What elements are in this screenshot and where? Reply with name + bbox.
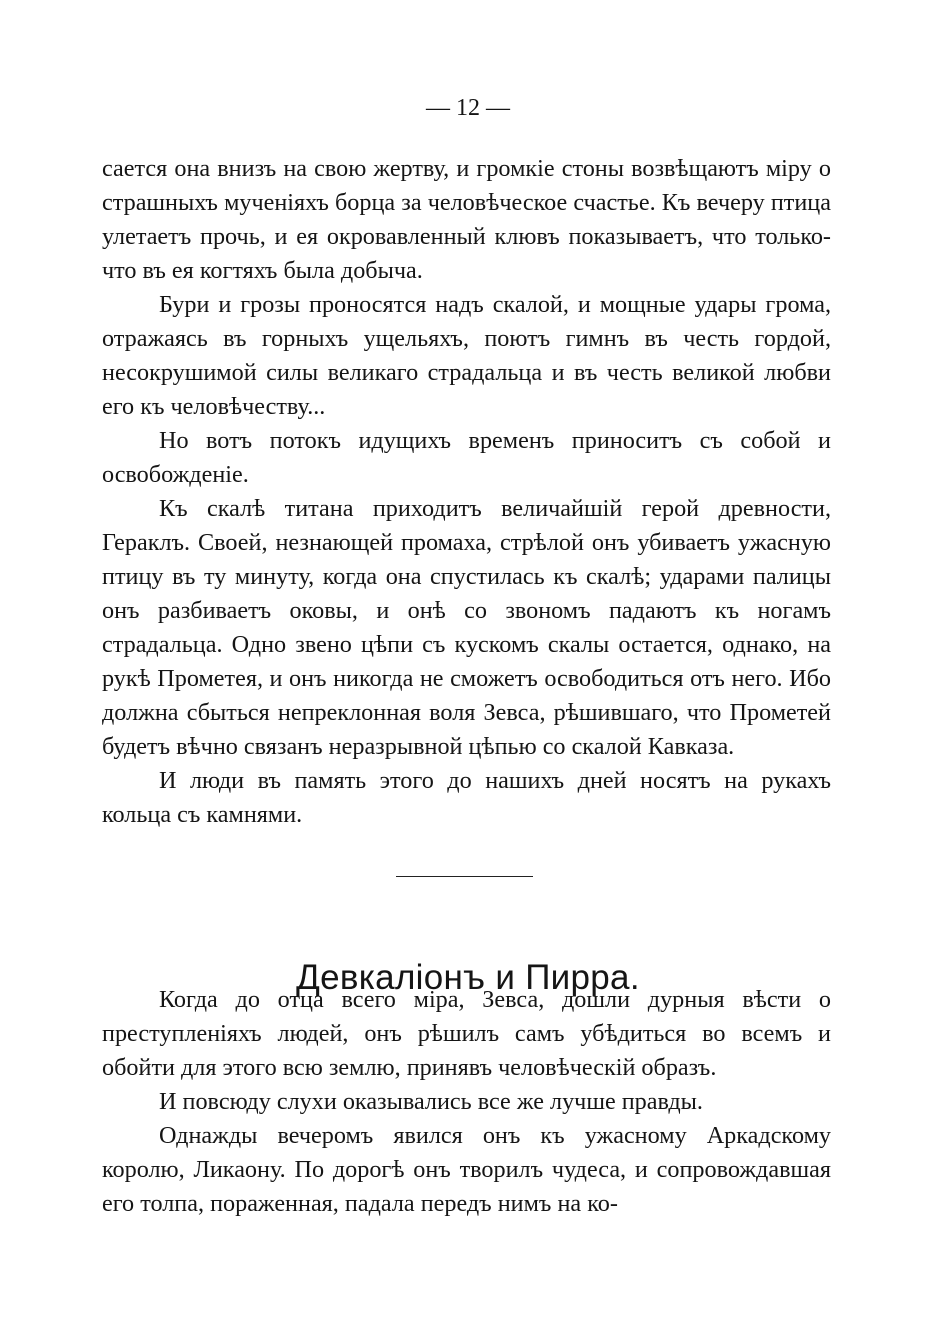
prometheus-story-ending [102,152,831,832]
deucalion-story-beginning [102,983,831,1221]
section-title: Девкаліонъ и Пирра. [296,958,640,998]
paragraph: Но вотъ потокъ идущихъ временъ приноситъ съ собой и освобожденіе. [102,427,831,488]
paragraph: Когда до отца всего міра, Зевса, дошли дурныя вѣсти о преступленіяхъ людей, онъ рѣшилъ самъ убѣдиться во всемъ и обойти для этого всю землю, принявъ человѣческій образъ. [102,986,831,1081]
paragraph: Къ скалѣ титана приходитъ величайшій герой древности, Гераклъ. Своей, незнающей промаха, стрѣлой онъ убиваетъ ужасную птицу въ ту минуту, когда она спустилась къ скалѣ; ударами палицы онъ разбиваетъ оковы, и онѣ со звономъ падаютъ къ ногамъ страдальца. Одно звено цѣпи съ кускомъ скалы остается, однако, на рукѣ Прометея, и онъ никогда не сможетъ освободиться отъ него. Ибо должна сбыться непреклонная воля Зевса, рѣшившаго, что Прометей будетъ вѣчно связанъ неразрывной цѣпью со скалой Кавказа. [102,495,831,760]
paragraph: И люди въ память этого до нашихъ дней носятъ на рукахъ кольца съ камнями. [102,767,831,828]
page-number: — 12 — [426,95,510,121]
paragraph: И повсюду слухи оказывались все же лучше правды. [159,1088,703,1115]
section-divider [396,876,533,877]
paragraph: сается она внизъ на свою жертву, и громкіе стоны возвѣщаютъ міру о страшныхъ мученіяхъ борца за человѣческое счастье. Къ вечеру птица улетаетъ прочь, и ея окровавленный клювъ показываетъ, что только-что въ ея когтяхъ была добыча. [102,155,831,284]
paragraph: Однажды вечеромъ явился онъ къ ужасному Аркадскому королю, Ликаону. По дорогѣ онъ творилъ чудеса, и сопровождавшая его толпа, пораженная, падала передъ нимъ на ко- [102,1122,831,1217]
paragraph: Бури и грозы проносятся надъ скалой, и мощные удары грома, отражаясь въ горныхъ ущельяхъ, поютъ гимнъ въ честь гордой, несокрушимой силы великаго страдальца и въ честь великой любви его къ человѣчеству... [102,291,831,420]
